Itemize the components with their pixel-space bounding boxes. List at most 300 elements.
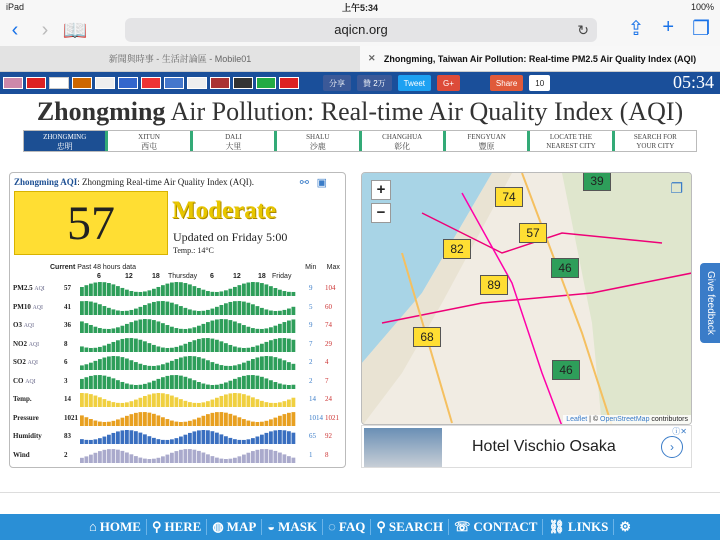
sparkline-bar	[143, 412, 147, 426]
sparkline-bar	[94, 361, 98, 370]
sparkline-bar	[157, 393, 161, 407]
row-max: 8	[325, 450, 329, 459]
new-tab-icon[interactable]: +	[662, 16, 675, 38]
sparkline-bar	[233, 378, 237, 388]
sparkline-bar	[247, 439, 251, 444]
sparkline-bar	[103, 345, 107, 351]
sparkline-bar	[80, 301, 84, 315]
sparkline-bar	[125, 290, 129, 296]
history-sparkline[interactable]	[80, 354, 298, 370]
sparkline-bar	[130, 430, 134, 444]
history-sparkline[interactable]	[80, 299, 298, 315]
sparkline-bar	[89, 454, 93, 462]
sparkline-bar	[85, 456, 89, 463]
link-icon: ⛓	[548, 519, 565, 534]
row-max: 92	[325, 432, 332, 440]
sparkline-bar	[220, 365, 224, 370]
row-max: 104	[325, 284, 336, 292]
nav-mask[interactable]: ◒ MASK	[262, 519, 323, 535]
sparkline-bar	[229, 301, 233, 314]
sparkline-bar	[112, 433, 116, 444]
sparkline-bar	[269, 403, 273, 407]
facebook-like-button[interactable]: 贊 2万	[357, 75, 392, 91]
nav-links[interactable]: ⛓ LINKS	[543, 519, 614, 535]
search-city-button[interactable]: SEARCH FOR YOUR CITY	[633, 133, 677, 150]
tabs-icon[interactable]: ❐	[692, 18, 710, 40]
minmax-header: Min Max	[305, 264, 340, 271]
sparkline-bar	[224, 382, 228, 389]
sparkline-bar	[188, 356, 192, 370]
sparkline-bar	[179, 399, 183, 407]
sparkline-bar	[161, 364, 165, 370]
bookmarks-icon[interactable]: 📖	[62, 19, 88, 42]
widget-icon[interactable]: ▣	[316, 177, 327, 189]
sparkline-bar	[130, 322, 134, 333]
ad-banner[interactable]	[361, 425, 692, 468]
history-sparkline[interactable]	[80, 280, 298, 296]
sparkline-bar	[166, 325, 170, 333]
sparkline-bar	[116, 380, 120, 389]
map-marker[interactable]: 89	[480, 275, 508, 295]
sparkline-bar	[188, 378, 192, 389]
sparkline-bar	[224, 303, 228, 315]
zoom-in-button[interactable]: +	[371, 180, 391, 200]
row-min: 14	[309, 395, 316, 403]
url-field[interactable]	[125, 18, 597, 42]
sparkline-bar	[197, 310, 201, 314]
sparkline-bar	[193, 449, 197, 462]
row-min: 9	[309, 321, 313, 329]
city-nav-item-zhongming[interactable]: ZHONGMING 忠明	[24, 131, 108, 151]
sparkline-bar	[287, 292, 291, 296]
sparkline-bar	[85, 347, 89, 351]
sparkline-bar	[224, 343, 228, 352]
sparkline-bar	[161, 285, 165, 296]
share-icon[interactable]: ⚯	[299, 177, 309, 189]
sparkline-bar	[125, 430, 129, 444]
nav-here[interactable]: ⚲ HERE	[147, 519, 207, 535]
row-label: Humidity	[13, 432, 42, 440]
row-label: PM2.5 AQI	[13, 284, 45, 292]
sparkline-bar	[98, 346, 102, 351]
osm-link[interactable]: OpenStreetMap	[600, 416, 650, 423]
sparkline-bar	[247, 282, 251, 296]
sparkline-bar	[287, 308, 291, 314]
history-sparkline[interactable]	[80, 447, 298, 463]
row-max: 1021	[325, 413, 339, 422]
city-nav	[23, 130, 697, 152]
sparkline-bar	[197, 326, 201, 333]
sparkline-bar	[112, 356, 116, 370]
row-min: 2	[309, 358, 313, 366]
sparkline-bar	[170, 452, 174, 462]
sparkline-bar	[238, 347, 242, 351]
sparkline-bar	[121, 450, 125, 462]
gplus-button[interactable]: G+	[437, 75, 460, 91]
nav-search[interactable]: ⚲ SEARCH	[371, 519, 449, 535]
city-nav-item-xitun[interactable]: XITUN 西屯	[108, 131, 192, 151]
sparkline-bar	[121, 430, 125, 444]
sparkline-bar	[152, 413, 156, 425]
sparkline-bar	[269, 356, 273, 370]
history-sparkline[interactable]	[80, 428, 298, 444]
sparkline-bar	[80, 378, 84, 388]
sparkline-bar	[157, 415, 161, 426]
sparkline-bar	[148, 394, 152, 407]
sparkline-bar	[206, 414, 210, 426]
sparkline-bar	[242, 375, 246, 388]
sparkline-bar	[139, 306, 143, 314]
history-sparkline[interactable]	[80, 391, 298, 407]
sparkline-bar	[98, 438, 102, 444]
sparkline-bar	[170, 396, 174, 407]
sparkline-bar	[188, 433, 192, 444]
sparkline-bar	[233, 287, 237, 296]
sparkline-bar	[98, 359, 102, 370]
sparkline-bar	[89, 375, 93, 388]
sparkline-bar	[134, 384, 138, 388]
sparkline-bar	[130, 414, 134, 426]
flag-icon[interactable]	[256, 77, 276, 89]
sparkline-bar	[193, 419, 197, 426]
sparkline-bar	[121, 381, 125, 388]
map-marker[interactable]: 46	[551, 258, 579, 278]
sparkline-bar	[278, 359, 282, 370]
sparkline-bar	[184, 421, 188, 425]
city-nav-item-changhua[interactable]: CHANGHUA 彰化	[362, 131, 446, 151]
flag-icon[interactable]	[164, 77, 184, 89]
ad-arrow-icon[interactable]: ›	[661, 436, 683, 458]
sparkline-bar	[179, 437, 183, 444]
sparkline-bar	[139, 398, 143, 407]
sparkline-bar	[143, 383, 147, 388]
ad-close-icon[interactable]: ⓘ✕	[672, 427, 687, 436]
sparkline-bar	[202, 415, 206, 425]
row-max: 24	[325, 395, 332, 403]
row-min: 5	[309, 302, 313, 311]
sparkline-bar	[139, 384, 143, 388]
sparkline-bar	[238, 323, 242, 333]
sparkline-bar	[170, 302, 174, 314]
sparkline-bar	[121, 357, 125, 370]
map-marker[interactable]: 57	[519, 223, 547, 243]
sparkline-bar	[188, 402, 192, 407]
nav-home[interactable]: ⌂ HOME	[84, 519, 147, 535]
sparkline-bar	[224, 319, 228, 333]
row-min: 1	[309, 450, 313, 459]
sparkline-bar	[224, 394, 228, 407]
clock-display: 05:34	[672, 72, 714, 92]
tab-aqicn[interactable]	[360, 46, 720, 71]
sparkline-bar	[197, 417, 201, 425]
sparkline-bar	[224, 436, 228, 444]
sparkline-bar	[125, 383, 129, 389]
row-min: 65	[309, 432, 316, 440]
sparkline-bar	[283, 430, 287, 444]
sparkline-bar	[229, 380, 233, 388]
sparkline-bar	[103, 437, 107, 444]
city-nav-item-dali[interactable]: DALI 大里	[193, 131, 277, 151]
row-label: SO2 AQI	[13, 358, 38, 366]
sparkline-bar	[269, 327, 273, 333]
map-marker[interactable]: 82	[443, 239, 471, 259]
sparkline-bar	[157, 439, 161, 444]
sparkline-bar	[265, 328, 269, 333]
history-row	[13, 427, 343, 445]
map-marker[interactable]: 39	[583, 172, 611, 191]
aqi-level: Moderate	[172, 197, 277, 224]
nav-settings[interactable]	[614, 519, 636, 535]
history-sparkline[interactable]	[80, 373, 298, 389]
sparkline-bar	[103, 375, 107, 388]
sparkline-bar	[161, 347, 165, 351]
sparkline-bar	[229, 458, 233, 462]
flag-icon[interactable]	[49, 77, 69, 89]
sparkline-bar	[278, 430, 282, 444]
sparkline-bar	[139, 339, 143, 351]
temperature: Temp.: 14°C	[173, 246, 214, 255]
sparkline-bar	[85, 301, 89, 315]
sparkline-bar	[94, 283, 98, 296]
sparkline-bar	[220, 412, 224, 426]
sparkline-bar	[152, 301, 156, 314]
flag-icon[interactable]	[95, 77, 115, 89]
zoom-out-button[interactable]: −	[371, 203, 391, 223]
sparkline-bar	[121, 403, 125, 407]
sparkline-bar	[193, 431, 197, 444]
sparkline-bar	[229, 320, 233, 333]
flag-icon[interactable]	[187, 77, 207, 89]
sparkline-bar	[229, 344, 233, 351]
page-title-rest: Air Pollution: Real-time Air Quality Index (AQI)	[165, 97, 684, 126]
reload-icon[interactable]: ↻	[577, 22, 589, 38]
flag-icon[interactable]	[3, 77, 23, 89]
address-bar	[0, 14, 720, 46]
map-marker[interactable]: 68	[413, 327, 441, 347]
sparkline-bar	[242, 347, 246, 351]
sparkline-bar	[125, 310, 129, 314]
map-marker[interactable]: 74	[495, 187, 523, 207]
nav-contact[interactable]: ☏ CONTACT	[449, 519, 543, 535]
sparkline-bar	[220, 341, 224, 352]
sparkline-bar	[206, 401, 210, 407]
sparkline-bar	[143, 434, 147, 444]
sparkline-bar	[278, 338, 282, 352]
sparkline-bar	[202, 452, 206, 462]
sparkline-bar	[206, 430, 210, 444]
flag-icon[interactable]	[279, 77, 299, 89]
sparkline-bar	[188, 449, 192, 463]
leaflet-link[interactable]: Leaflet	[566, 416, 588, 423]
sparkline-bar	[215, 319, 219, 333]
sparkline-bar	[274, 288, 278, 296]
flag-icon[interactable]	[233, 77, 253, 89]
row-min: 2	[309, 376, 313, 385]
row-label: Temp.	[13, 395, 32, 403]
sparkline-bar	[215, 398, 219, 407]
sparkline-bar	[175, 304, 179, 315]
sparkline-bar	[265, 449, 269, 463]
map-marker[interactable]: 46	[552, 360, 580, 380]
sparkline-bar	[116, 431, 120, 444]
sparkline-bar	[152, 289, 156, 296]
sparkline-bar	[292, 433, 296, 444]
sparkline-bar	[224, 290, 228, 296]
flag-icon[interactable]	[210, 77, 230, 89]
sparkline-bar	[152, 366, 156, 370]
row-current: 83	[64, 432, 71, 440]
sparkline-bar	[80, 287, 84, 296]
sparkline-bar	[112, 378, 116, 389]
sparkline-bar	[229, 366, 233, 370]
sparkline-bar	[80, 457, 84, 462]
sparkline-bar	[202, 310, 206, 314]
sparkline-bar	[247, 375, 251, 389]
city-nav-item-shalu[interactable]: SHALU 沙鹿	[277, 131, 361, 151]
sparkline-bar	[112, 284, 116, 296]
sparkline-bar	[107, 307, 111, 314]
sparkline-bar	[269, 419, 273, 426]
sparkline-bar	[265, 341, 269, 351]
sparkline-bar	[98, 304, 102, 315]
sparkline-bar	[103, 282, 107, 296]
sparkline-bar	[85, 285, 89, 296]
sparkline-bar	[292, 306, 296, 314]
sparkline-bar	[292, 457, 296, 462]
sparkline-bar	[224, 412, 228, 425]
share-button[interactable]: Share	[490, 75, 523, 91]
tab-mobile01[interactable]	[0, 46, 360, 71]
sparkline-bar	[238, 417, 242, 426]
sparkline-bar	[188, 328, 192, 333]
sparkline-bar	[80, 365, 84, 370]
flag-icon[interactable]	[141, 77, 161, 89]
sparkline-bar	[292, 339, 296, 351]
nav-map[interactable]: ◍ MAP	[207, 519, 262, 535]
sparkline-bar	[269, 310, 273, 314]
nav-faq[interactable]: ◌ FAQ	[323, 519, 371, 535]
city-nav-item-fengyuan[interactable]: FENGYUAN 豐原	[446, 131, 530, 151]
history-sparkline[interactable]	[80, 317, 298, 333]
sparkline-bar	[233, 301, 237, 315]
row-current: 57	[64, 284, 71, 292]
sparkline-bar	[170, 283, 174, 296]
sparkline-bar	[116, 403, 120, 407]
sparkline-bar	[166, 419, 170, 426]
sparkline-bar	[193, 327, 197, 333]
sparkline-bar	[175, 359, 179, 370]
tweet-button[interactable]: Tweet	[398, 75, 431, 91]
layers-icon[interactable]: ❐	[670, 180, 683, 196]
history-row	[13, 409, 343, 427]
status-bar	[0, 0, 720, 14]
sparkline-bar	[206, 384, 210, 388]
sparkline-bar	[94, 420, 98, 425]
sparkline-bar	[148, 290, 152, 296]
share-icon[interactable]: ⇪	[627, 18, 645, 40]
sparkline-bar	[134, 400, 138, 407]
sparkline-bar	[170, 439, 174, 444]
sparkline-bar	[143, 319, 147, 333]
sparkline-bar	[166, 454, 170, 462]
sparkline-bar	[202, 430, 206, 444]
facebook-share-button[interactable]: 分享	[323, 75, 351, 91]
row-current: 3	[64, 376, 68, 385]
sparkline-bar	[152, 393, 156, 407]
sparkline-bar	[211, 292, 215, 296]
sparkline-bar	[80, 321, 84, 333]
sparkline-bar	[220, 383, 224, 388]
sparkline-bar	[211, 308, 215, 314]
sparkline-bar	[103, 358, 107, 370]
sparkline-bar	[283, 338, 287, 352]
sparkline-bar	[157, 457, 161, 462]
sparkline-bar	[166, 375, 170, 388]
sparkline-bar	[121, 326, 125, 333]
flag-icon[interactable]	[26, 77, 46, 89]
sparkline-bar	[278, 290, 282, 296]
sparkline-bar	[215, 412, 219, 426]
sparkline-bar	[103, 306, 107, 315]
sparkline-bar	[116, 327, 120, 333]
sparkline-bar	[130, 454, 134, 463]
tab-title: Zhongming, Taiwan Air Pollution: Real-time PM2.5 Air Quality Index (AQI)	[383, 53, 697, 64]
row-label: CO AQI	[13, 376, 36, 385]
sparkline-bar	[157, 321, 161, 333]
sparkline-bar	[161, 456, 165, 463]
sparkline-bar	[274, 382, 278, 389]
sparkline-bar	[143, 341, 147, 352]
sparkline-bar	[229, 413, 233, 425]
sparkline-bar	[130, 360, 134, 370]
sparkline-bar	[134, 292, 138, 296]
sparkline-bar	[107, 435, 111, 444]
sparkline-bar	[247, 420, 251, 425]
history-sparkline[interactable]	[80, 410, 298, 426]
bottom-nav	[0, 514, 720, 540]
sparkline-bar	[112, 420, 116, 425]
close-tab-icon[interactable]: ✕	[368, 53, 376, 63]
flag-icon[interactable]	[72, 77, 92, 89]
sparkline-bar	[139, 364, 143, 370]
forward-icon[interactable]: ›	[41, 18, 49, 41]
sparkline-bar	[211, 456, 215, 463]
sparkline-bar	[242, 394, 246, 407]
sparkline-bar	[242, 363, 246, 370]
history-row	[13, 446, 343, 464]
sparkline-bar	[251, 346, 255, 351]
back-icon[interactable]: ‹	[11, 18, 19, 41]
history-sparkline[interactable]	[80, 336, 298, 352]
sparkline-bar	[238, 440, 242, 444]
home-icon: ⌂	[88, 519, 97, 534]
sparkline-bar	[260, 343, 264, 351]
sparkline-bar	[80, 346, 84, 352]
sparkline-bar	[94, 347, 98, 351]
sparkline-bar	[193, 286, 197, 296]
sparkline-bar	[184, 307, 188, 314]
locate-nearest-city-button[interactable]: LOCATE THE NEAREST CITY	[530, 131, 614, 151]
sparkline-bar	[103, 421, 107, 425]
sparkline-bar	[292, 319, 296, 333]
row-current: 1021	[64, 413, 78, 422]
sparkline-bar	[152, 320, 156, 333]
sparkline-bar	[134, 338, 138, 351]
aqi-value: 57	[14, 191, 168, 255]
flag-icon[interactable]	[118, 77, 138, 89]
feedback-button[interactable]: Give feedback	[700, 263, 720, 343]
aqi-map[interactable]	[361, 172, 692, 425]
